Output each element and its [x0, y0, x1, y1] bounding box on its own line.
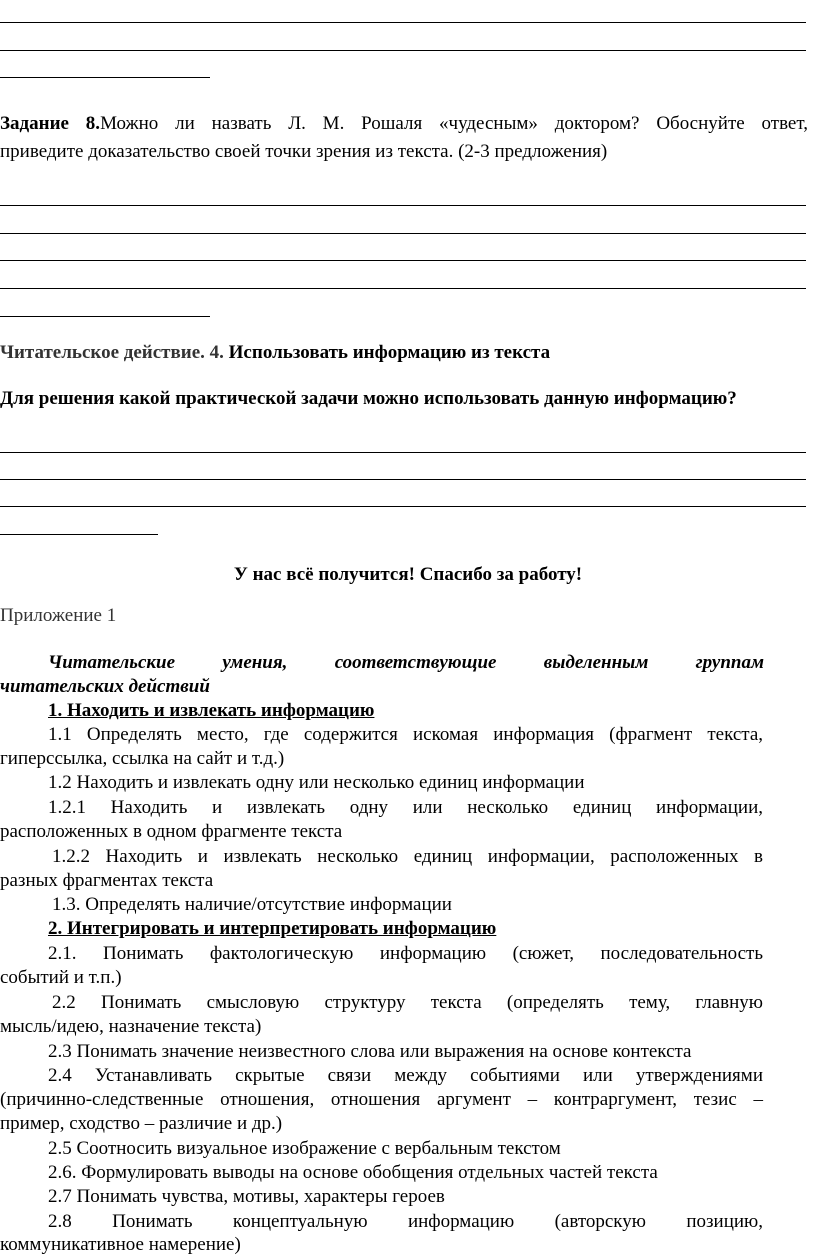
answer-line [0, 260, 806, 261]
item-1-2-1-line2: расположенных в одном фрагменте текста [0, 821, 343, 842]
heading-word: соответствующие [334, 652, 497, 673]
answer-line [0, 479, 806, 480]
item-1-2-1-line1: 1.2.1 Находить и извлекать одну или несколько единиц информации, [48, 797, 763, 818]
heading-word: группам [695, 652, 764, 673]
answer-line [0, 50, 806, 51]
item-2-4-line1: 2.4 Устанавливать скрытые связи между событиями или утверждениями [48, 1065, 763, 1086]
item-2-2-line1: 2.2 Понимать смысловую структуру текста (определять тему, главную [52, 992, 763, 1013]
item-2-4-line2: (причинно-следственные отношения, отношения аргумент – контраргумент, тезис – [0, 1089, 763, 1110]
item-1-1-line1: 1.1 Определять место, где содержится искомая информация (фрагмент текста, [48, 724, 763, 745]
item-2-8-line1: 2.8 Понимать концептуальную информацию (авторскую позицию, [48, 1211, 763, 1232]
reader-action-prefix: Читательское действие. 4. [0, 342, 224, 363]
appendix-title: Приложение 1 [0, 605, 117, 626]
section1-title: 1. Находить и извлекать информацию [48, 700, 375, 721]
answer-line [0, 233, 806, 234]
item-2-6: 2.6. Формулировать выводы на основе обобщения отдельных частей текста [48, 1162, 658, 1183]
appendix-heading-line2: читательских действий [0, 676, 210, 697]
heading-word: выделенным [543, 652, 649, 673]
item-1-2-2-line2: разных фрагментах текста [0, 870, 214, 891]
reader-action-heading [0, 341, 550, 365]
answer-line [0, 22, 806, 23]
answer-line-short [0, 534, 158, 535]
item-2-7: 2.7 Понимать чувства, мотивы, характеры героев [48, 1186, 445, 1207]
item-2-8-line2: коммуникативное намерение) [0, 1234, 241, 1255]
answer-line [0, 452, 806, 453]
item-2-2-line2: мысль/идею, назначение текста) [0, 1016, 262, 1037]
task8-label: Задание 8. [0, 113, 101, 134]
answer-line [0, 205, 806, 206]
section2-title: 2. Интегрировать и интерпретировать информацию [48, 918, 497, 939]
answer-line-short [0, 77, 210, 78]
item-1-3: 1.3. Определять наличие/отсутствие информации [52, 894, 452, 915]
item-2-5: 2.5 Соотносить визуальное изображение с вербальным текстом [48, 1138, 561, 1159]
reader-action-question: Для решения какой практической задачи можно использовать данную информацию? [0, 388, 737, 409]
item-2-1-line2: событий и т.п.) [0, 967, 122, 988]
heading-word: Читательские [48, 652, 176, 673]
appendix-heading-line1 [48, 651, 764, 675]
item-2-3: 2.3 Понимать значение неизвестного слова или выражения на основе контекста [48, 1041, 692, 1062]
item-2-4-line3: пример, сходство – различие и др.) [0, 1113, 283, 1134]
task8-text: Можно ли назвать Л. М. Рошаля «чудесным» доктором? Обоснуйте ответ, [100, 113, 808, 134]
heading-word: умения, [222, 652, 288, 673]
task8-line2: приведите доказательство своей точки зрения из текста. (2-3 предложения) [0, 141, 608, 162]
answer-line [0, 288, 806, 289]
closing-text: У нас всё получится! Спасибо за работу! [233, 564, 583, 585]
answer-line [0, 506, 806, 507]
reader-action-title: Использовать информацию из текста [228, 342, 551, 363]
item-1-2: 1.2 Находить и извлекать одну или несколько единиц информации [48, 772, 585, 793]
item-2-1-line1: 2.1. Понимать фактологическую информацию (сюжет, последовательность [48, 943, 763, 964]
item-1-1-line2: гиперссылка, ссылка на сайт и т.д.) [0, 748, 285, 769]
item-1-2-2-line1: 1.2.2 Находить и извлекать несколько единиц информации, расположенных в [52, 846, 763, 867]
answer-line-short [0, 316, 210, 317]
task8-line1 [0, 112, 808, 136]
